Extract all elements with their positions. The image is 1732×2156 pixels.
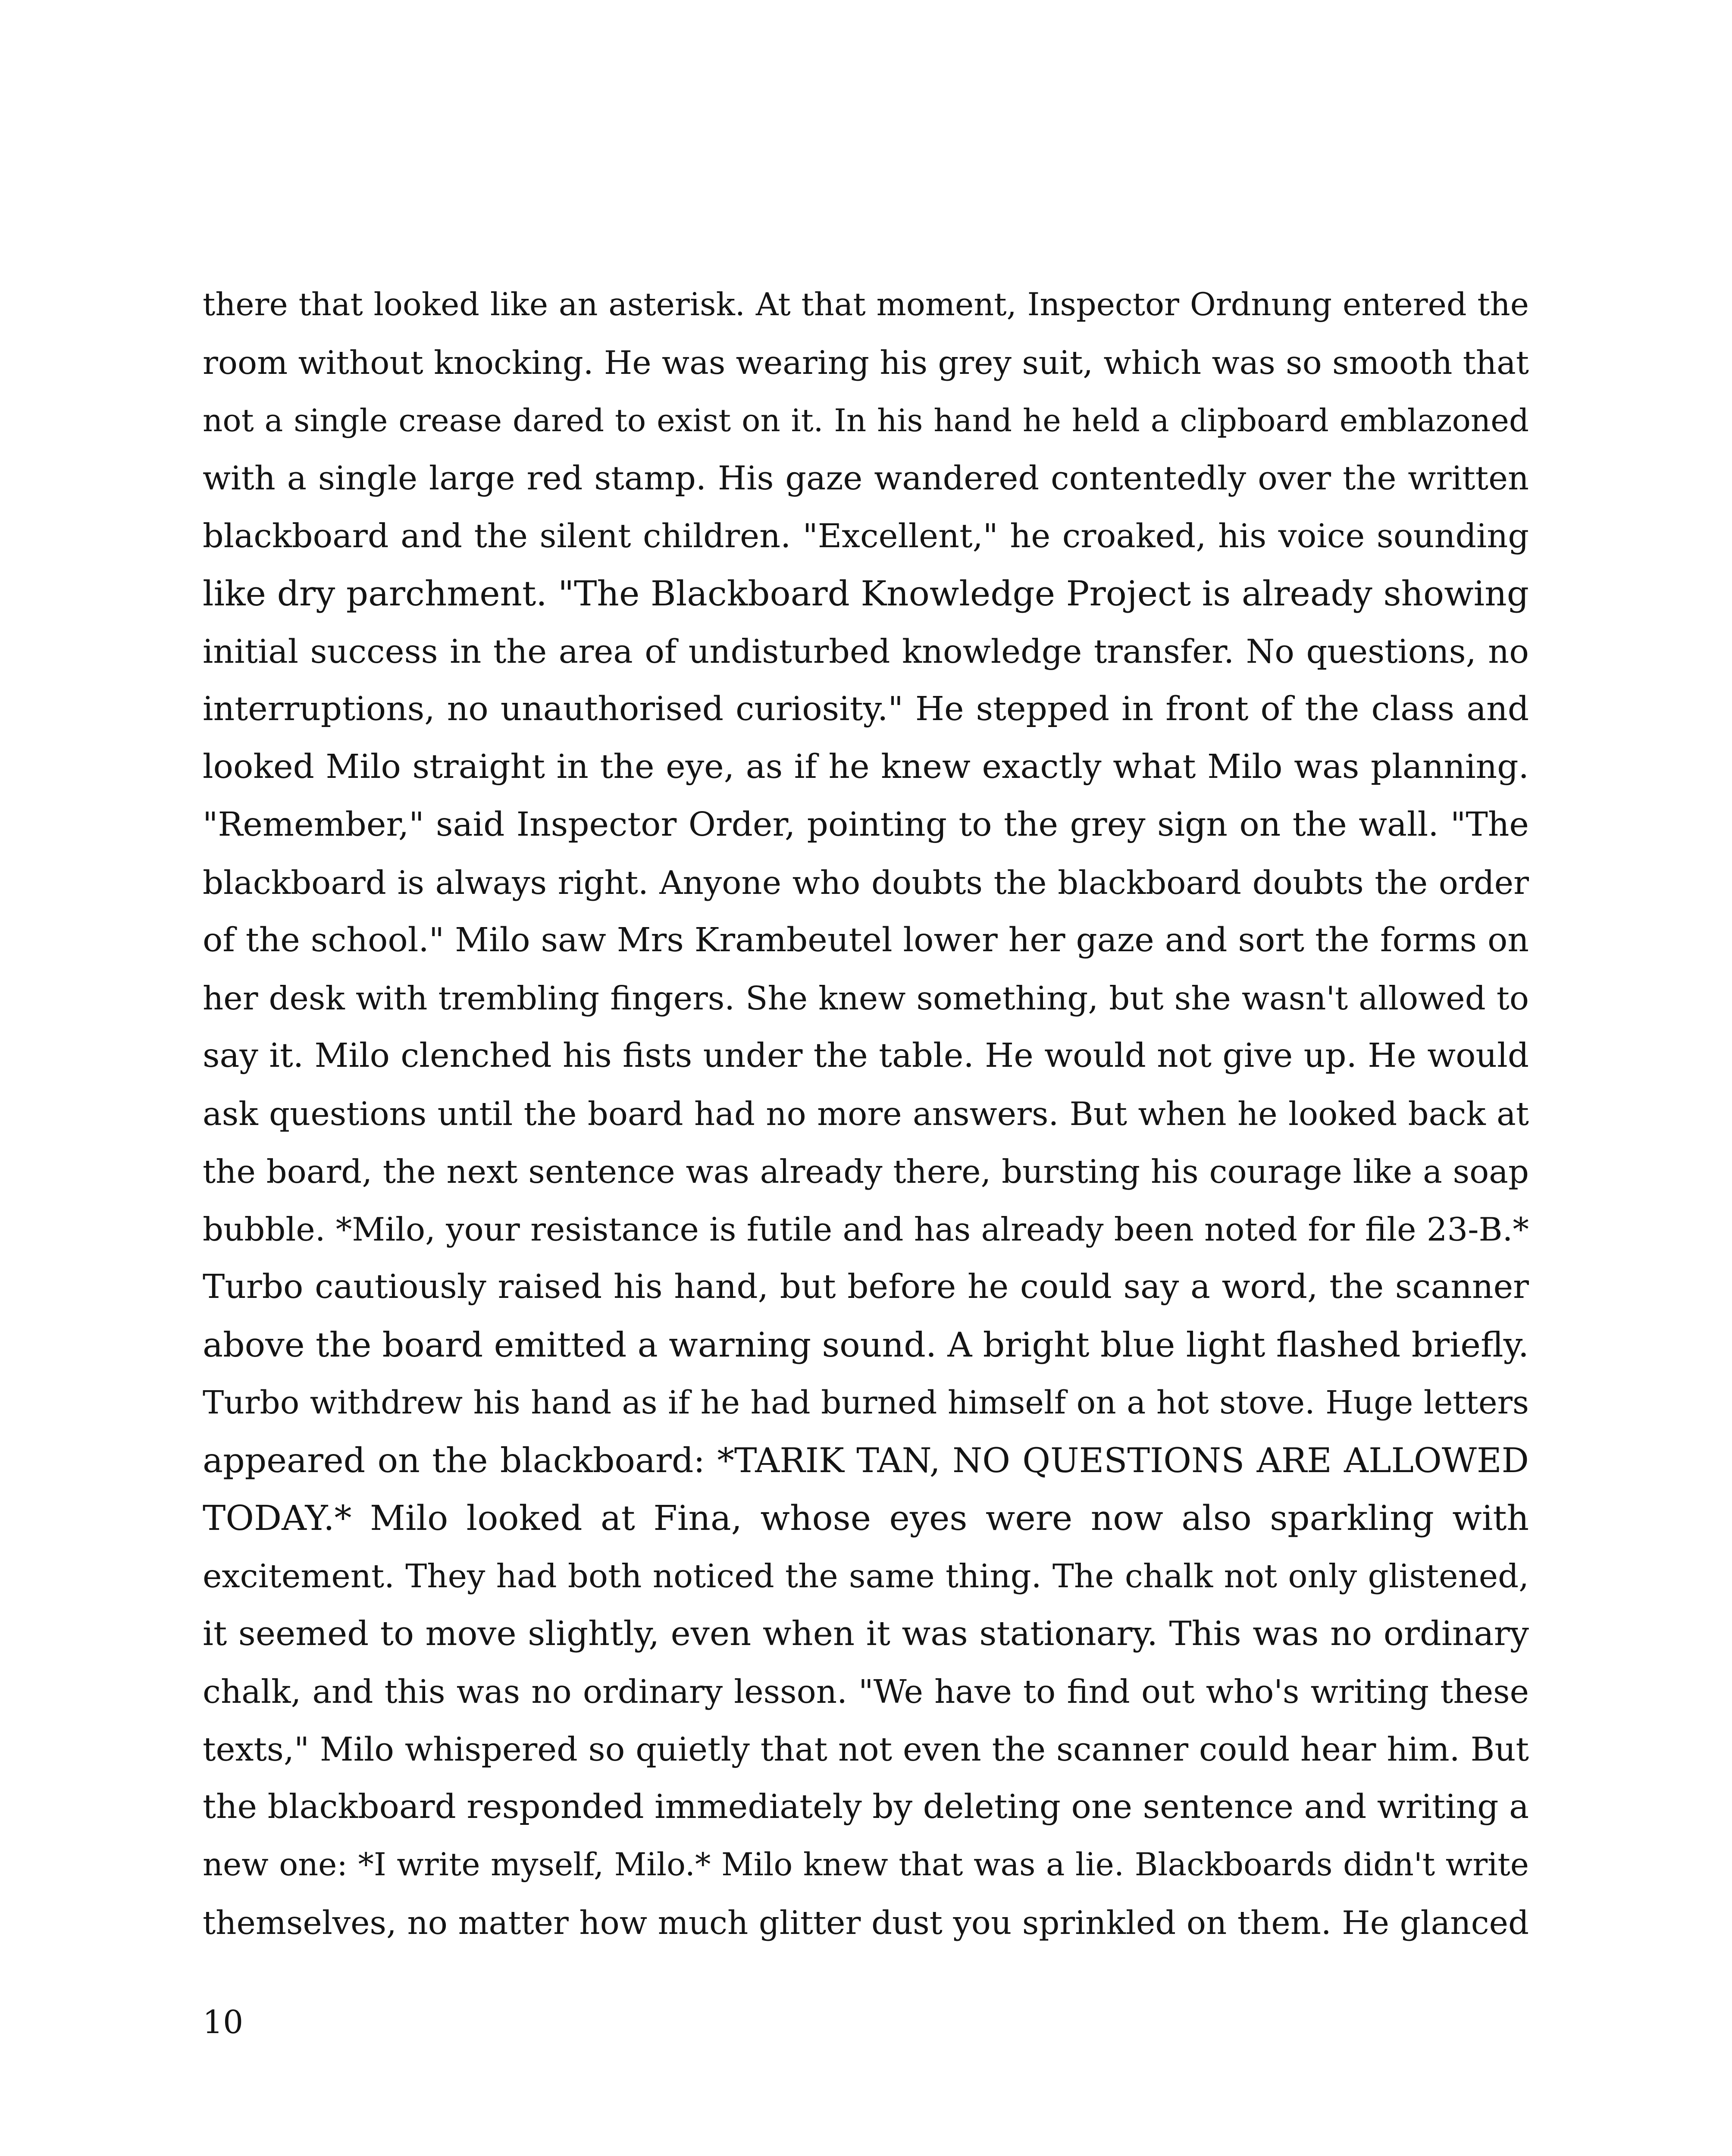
- text-line: there that looked like an asterisk. At that moment, Inspector Ordnung entered the: [203, 286, 1529, 323]
- text-line: of the school." Milo saw Mrs Krambeutel lower her gaze and sort the forms on: [203, 921, 1529, 959]
- text-line: looked Milo straight in the eye, as if he knew exactly what Milo was planning.: [203, 748, 1529, 786]
- text-line: ask questions until the board had no more answers. But when he looked back at: [203, 1095, 1529, 1133]
- text-line: new one: *I write myself, Milo.* Milo knew that was a lie. Blackboards didn't write: [203, 1846, 1529, 1883]
- text-line: TODAY.* Milo looked at Fina, whose eyes were now also sparkling with: [203, 1498, 1529, 1538]
- text-line: the blackboard responded immediately by deleting one sentence and writing a: [203, 1788, 1529, 1826]
- page-number: 10: [203, 2004, 244, 2041]
- text-line: texts," Milo whispered so quietly that not even the scanner could hear him. But: [203, 1730, 1529, 1768]
- text-line: initial success in the area of undisturbed knowledge transfer. No questions, no: [203, 632, 1529, 671]
- text-line: "Remember," said Inspector Order, pointing to the grey sign on the wall. "The: [203, 805, 1529, 844]
- text-line: appeared on the blackboard: *TARIK TAN, NO QUESTIONS ARE ALLOWED: [203, 1441, 1529, 1480]
- text-line: say it. Milo clenched his fists under the table. He would not give up. He would: [203, 1037, 1529, 1075]
- text-line: not a single crease dared to exist on it. In his hand he held a clipboard emblazoned: [203, 402, 1529, 439]
- text-line: her desk with trembling fingers. She knew something, but she wasn't allowed to: [203, 979, 1529, 1017]
- text-line: blackboard and the silent children. "Excellent," he croaked, his voice sounding: [203, 517, 1529, 555]
- text-line: chalk, and this was no ordinary lesson. "We have to find out who's writing these: [203, 1673, 1529, 1711]
- text-line: with a single large red stamp. His gaze wandered contentedly over the written: [203, 459, 1529, 497]
- body-text: [203, 276, 1529, 1952]
- text-line: room without knocking. He was wearing his grey suit, which was so smooth that: [203, 344, 1529, 382]
- text-line: Turbo withdrew his hand as if he had burned himself on a hot stove. Huge letters: [203, 1384, 1529, 1421]
- text-line: it seemed to move slightly, even when it was stationary. This was no ordinary: [203, 1614, 1529, 1653]
- text-line: interruptions, no unauthorised curiosity." He stepped in front of the class and: [203, 690, 1529, 728]
- text-line: like dry parchment. "The Blackboard Knowledge Project is already showing: [203, 573, 1529, 614]
- text-line: excitement. They had both noticed the same thing. The chalk not only glistened,: [203, 1557, 1529, 1595]
- text-line: Turbo cautiously raised his hand, but before he could say a word, the scanner: [203, 1268, 1529, 1306]
- text-line: bubble. *Milo, your resistance is futile and has already been noted for file 23-B.*: [203, 1210, 1529, 1248]
- text-line: blackboard is always right. Anyone who doubts the blackboard doubts the order: [203, 864, 1529, 902]
- text-line: the board, the next sentence was already there, bursting his courage like a soap: [203, 1153, 1529, 1191]
- text-line: above the board emitted a warning sound. A bright blue light flashed briefly.: [203, 1325, 1529, 1365]
- text-line: themselves, no matter how much glitter dust you sprinkled on them. He glanced: [203, 1904, 1529, 1942]
